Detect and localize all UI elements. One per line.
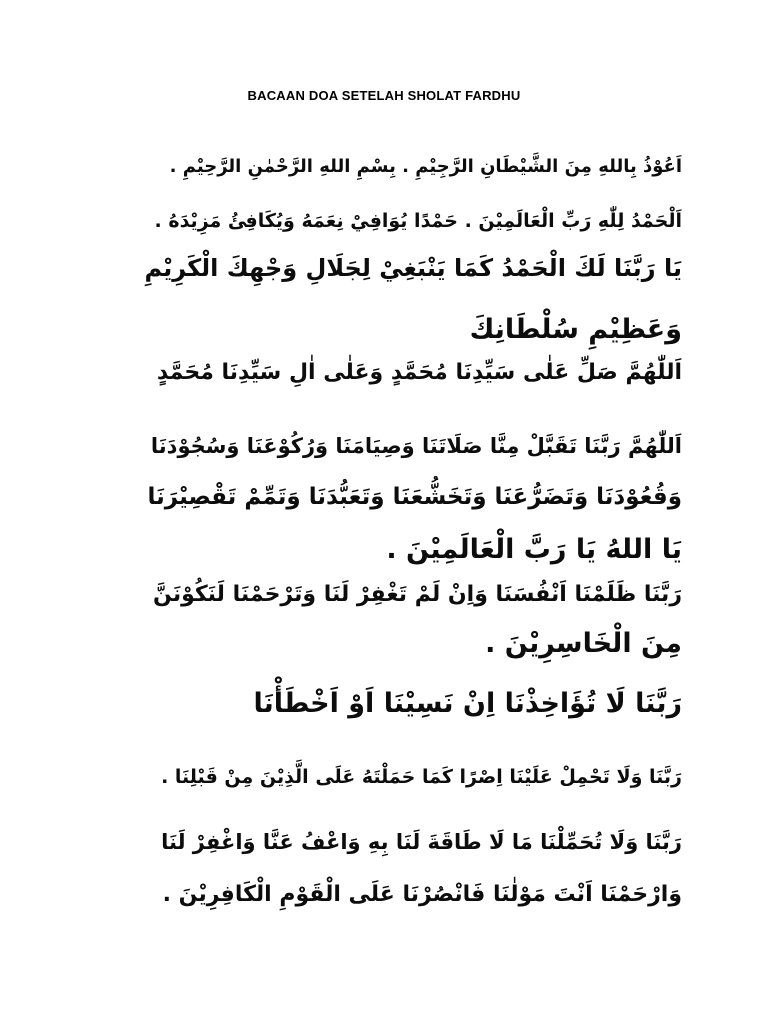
prayer-line: رَبَّنَا وَلَا تُحَمِّلْنَا مَا لَا طَاقَةَ لَنَا بِهِ وَاعْفُ عَنَّا وَاغْفِرْ لَنَا [161,830,682,854]
document-title: BACAAN DOA SETELAH SHOLAT FARDHU [247,88,521,103]
prayer-paragraph [155,158,682,266]
prayer-line: مِنَ الْخَاسِرِيْنَ . [485,628,682,659]
prayer-line: اَللّٰهُمَّ صَلِّ عَلٰى سَيِّدِنَا مُحَمَّدٍ وَعَلٰى اٰلِ سَيِّدِنَا مُحَمَّدٍ [156,360,682,385]
prayer-paragraph [161,832,682,936]
prayer-line: وَقُعُوْدَنَا وَتَضَرُّعَنَا وَتَخَشُّعَنَا وَتَعَبُّدَنَا وَتَمِّمْ تَقْصِيْرَنَا [147,484,682,510]
prayer-line: اَللّٰهُمَّ رَبَّنَا تَقَبَّلْ مِنَّا صَلَاتَنَا وَصِيَامَنَا وَرُكُوْعَنَا وَسُجُوْدَنَا [150,434,682,458]
prayer-line: اَلْحَمْدُ لِلّٰهِ رَبِّ الْعَالَمِيْنَ . حَمْدًا يُوَافِيْ نِعَمَهُ وَيُكَافِئُ مَزِيْدَهُ . [154,210,682,232]
prayer-paragraph [157,362,682,402]
prayer-line: وَارْحَمْنَا اَنْتَ مَوْلٰنَا فَانْصُرْنَا عَلَى الْقَوْمِ الْكَافِرِيْنَ . [162,882,682,907]
prayer-line: رَبَّنَا ظَلَمْنَا اَنْفُسَنَا وَاِنْ لَمْ تَغْفِرْ لَنَا وَتَرْحَمْنَا لَنَكُوْنَنَّ [153,582,682,607]
prayer-line: يَا رَبَّنَا لَكَ الْحَمْدُ كَمَا يَنْبَغِيْ لِجَلَالِ وَجْهِكَ الْكَرِيْمِ [144,254,682,282]
prayer-line: يَا اللهُ يَا رَبَّ الْعَالَمِيْنَ . [386,534,682,565]
prayer-line: رَبَّنَا لَا تُؤَاخِذْنَا اِنْ نَسِيْنَا اَوْ اَخْطَأْنَا [253,688,682,719]
prayer-paragraph [161,768,682,808]
prayer-paragraph [147,436,682,586]
prayer-line: رَبَّنَا وَلَا تَحْمِلْ عَلَيْنَا اِصْرًا كَمَا حَمَلْتَهُ عَلَى الَّذِيْنَ مِنْ قَبْلِنَا . [161,766,682,788]
prayer-paragraph [253,690,682,730]
prayer-line: وَعَظِيْمِ سُلْطَانِكَ [469,314,682,345]
prayer-line: اَعُوْذُ بِاللهِ مِنَ الشَّيْطَانِ الرَّجِيْمِ . بِسْمِ اللهِ الرَّحْمٰنِ الرَّحِيْمِ . [169,156,682,177]
prayer-paragraph [144,256,682,376]
prayer-paragraph [153,584,682,676]
